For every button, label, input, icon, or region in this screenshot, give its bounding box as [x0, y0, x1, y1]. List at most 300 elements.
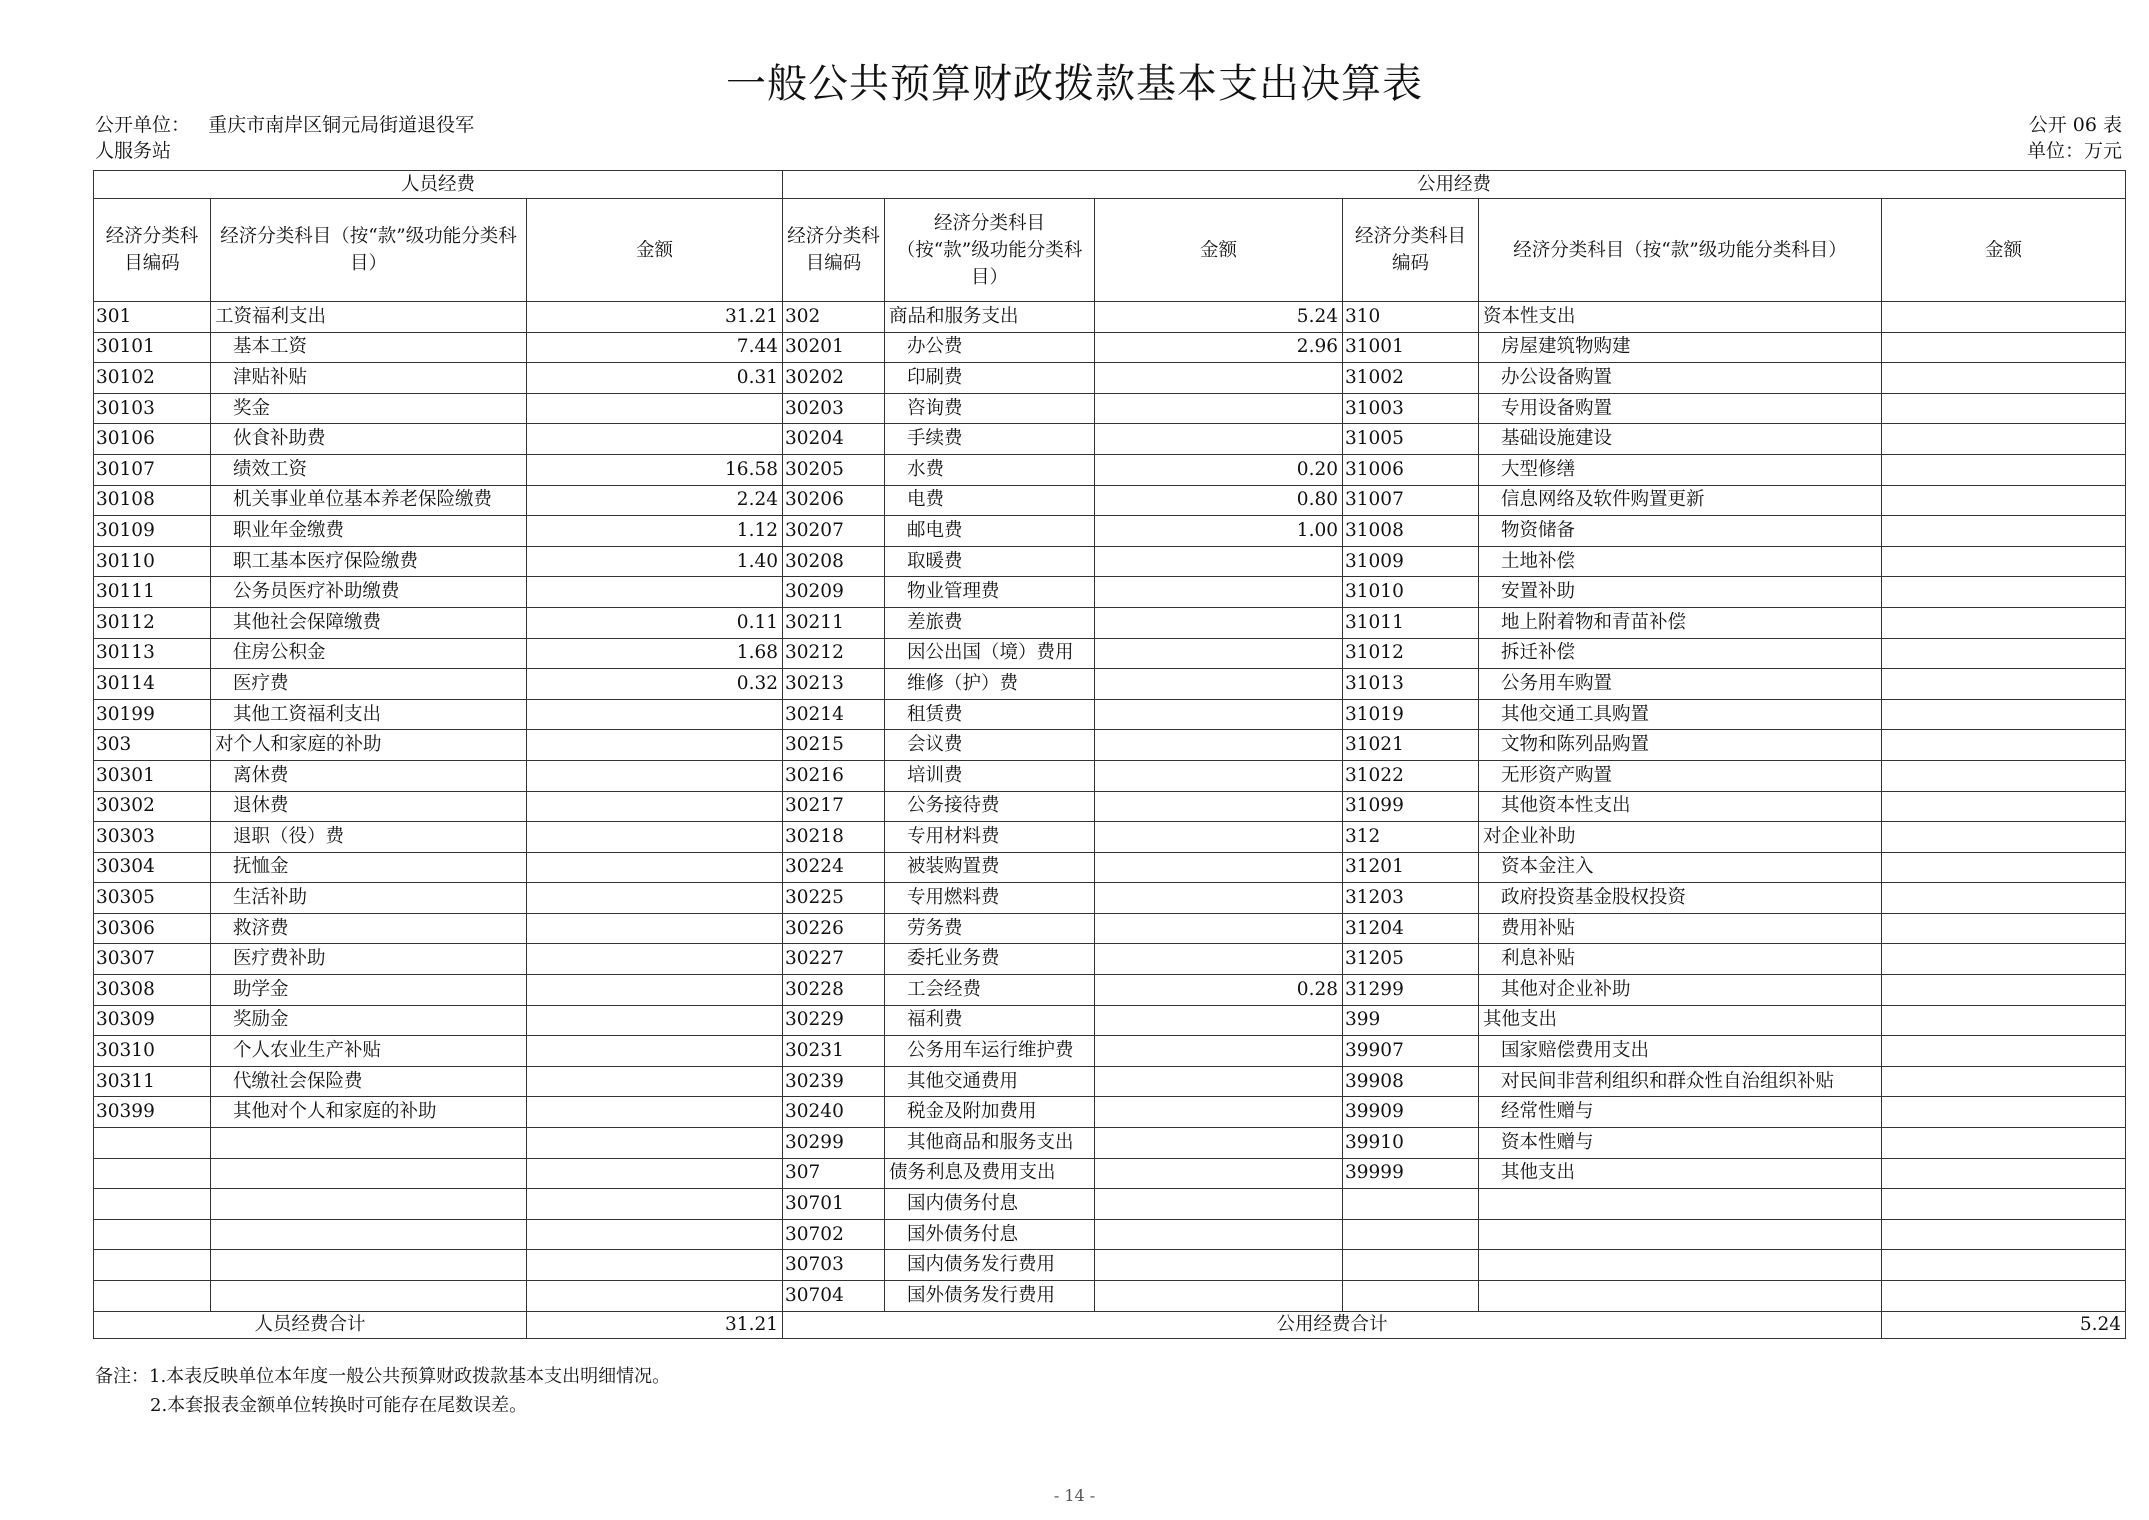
item-name-cell: 因公出国（境）费用	[885, 638, 1095, 669]
item-name-cell: 对民间非营利组织和群众性自治组织补贴	[1479, 1066, 1882, 1097]
amount-cell	[527, 791, 783, 822]
public-group-header: 公用经费	[783, 171, 2126, 199]
economic-code-cell: 30215	[783, 730, 885, 761]
economic-code-cell: 310	[1343, 302, 1479, 333]
amount-cell	[1882, 393, 2126, 424]
economic-code-cell: 30704	[783, 1281, 885, 1312]
table-row	[94, 1005, 2126, 1036]
item-name-cell: 土地补偿	[1479, 546, 1882, 577]
economic-code-cell: 30305	[94, 883, 211, 914]
code-header: 经济分类科目编码	[783, 199, 885, 302]
item-name-cell: 取暖费	[885, 546, 1095, 577]
economic-code-cell: 30113	[94, 638, 211, 669]
amount-cell	[1095, 791, 1343, 822]
economic-code-cell	[1343, 1250, 1479, 1281]
unit-name: 重庆市南岸区铜元局街道退役军	[208, 114, 475, 136]
item-name-cell: 其他交通费用	[885, 1066, 1095, 1097]
form-info	[2027, 112, 2122, 164]
economic-code-cell: 30399	[94, 1097, 211, 1128]
amount-cell: 0.32	[527, 669, 783, 700]
item-name-cell: 利息补贴	[1479, 944, 1882, 975]
item-name-cell: 物资储备	[1479, 516, 1882, 547]
item-name-cell: 政府投资基金股权投资	[1479, 883, 1882, 914]
item-name-cell: 物业管理费	[885, 577, 1095, 608]
amount-cell	[1095, 760, 1343, 791]
item-name-cell: 商品和服务支出	[885, 302, 1095, 333]
amount-cell	[527, 1097, 783, 1128]
economic-code-cell: 30301	[94, 760, 211, 791]
amount-cell	[1882, 791, 2126, 822]
amount-cell	[1095, 1036, 1343, 1067]
amount-cell	[1095, 913, 1343, 944]
item-name-cell: 机关事业单位基本养老保险缴费	[211, 485, 527, 516]
table-row	[94, 393, 2126, 424]
item-name-cell: 差旅费	[885, 607, 1095, 638]
table-row	[94, 485, 2126, 516]
economic-code-cell: 31203	[1343, 883, 1479, 914]
amount-cell	[1095, 424, 1343, 455]
table-row	[94, 302, 2126, 333]
item-name-cell: 职工基本医疗保险缴费	[211, 546, 527, 577]
economic-code-cell: 30303	[94, 822, 211, 853]
amount-cell: 1.40	[527, 546, 783, 577]
table-row	[94, 577, 2126, 608]
item-name-cell	[211, 1128, 527, 1159]
economic-code-cell: 30703	[783, 1250, 885, 1281]
item-name-cell: 专用设备购置	[1479, 393, 1882, 424]
item-name-cell	[211, 1281, 527, 1312]
item-name-cell: 公务接待费	[885, 791, 1095, 822]
economic-code-cell: 30213	[783, 669, 885, 700]
economic-code-cell: 30304	[94, 852, 211, 883]
amount-cell: 0.80	[1095, 485, 1343, 516]
economic-code-cell: 30239	[783, 1066, 885, 1097]
table-row	[94, 699, 2126, 730]
item-name-cell	[211, 1158, 527, 1189]
item-name-cell: 维修（护）费	[885, 669, 1095, 700]
item-name-cell: 培训费	[885, 760, 1095, 791]
table-row	[94, 944, 2126, 975]
amount-cell: 1.12	[527, 516, 783, 547]
amount-cell: 7.44	[527, 332, 783, 363]
item-name-cell: 资本性支出	[1479, 302, 1882, 333]
economic-code-cell: 31019	[1343, 699, 1479, 730]
item-name-cell: 资本金注入	[1479, 852, 1882, 883]
amount-cell	[527, 1189, 783, 1220]
item-name-cell: 咨询费	[885, 393, 1095, 424]
personnel-total-label: 人员经费合计	[94, 1311, 527, 1338]
economic-code-cell: 39999	[1343, 1158, 1479, 1189]
item-name-cell: 办公设备购置	[1479, 363, 1882, 394]
economic-code-cell: 31099	[1343, 791, 1479, 822]
item-name-cell: 其他工资福利支出	[211, 699, 527, 730]
amount-cell: 5.24	[1095, 302, 1343, 333]
amount-header: 金额	[1095, 199, 1343, 302]
amount-cell	[527, 975, 783, 1006]
amount-cell: 0.28	[1095, 975, 1343, 1006]
item-name-cell: 被装购置费	[885, 852, 1095, 883]
item-name-cell: 手续费	[885, 424, 1095, 455]
amount-cell	[1882, 944, 2126, 975]
item-name-cell: 福利费	[885, 1005, 1095, 1036]
amount-cell	[527, 913, 783, 944]
economic-code-cell: 30203	[783, 393, 885, 424]
economic-code-cell: 30702	[783, 1219, 885, 1250]
item-name-cell: 退职（役）费	[211, 822, 527, 853]
amount-cell	[1882, 730, 2126, 761]
economic-code-cell: 39907	[1343, 1036, 1479, 1067]
economic-code-cell: 30302	[94, 791, 211, 822]
economic-code-cell: 30226	[783, 913, 885, 944]
amount-cell	[1882, 516, 2126, 547]
amount-cell	[1095, 699, 1343, 730]
economic-code-cell: 399	[1343, 1005, 1479, 1036]
item-name-cell: 绩效工资	[211, 454, 527, 485]
amount-cell	[1882, 913, 2126, 944]
economic-code-cell	[94, 1189, 211, 1220]
table-row	[94, 424, 2126, 455]
economic-code-cell: 30202	[783, 363, 885, 394]
table-row	[94, 607, 2126, 638]
page-number: - 14 -	[1053, 1486, 1096, 1505]
amount-cell	[527, 1036, 783, 1067]
table-row	[94, 1066, 2126, 1097]
economic-code-cell: 30204	[783, 424, 885, 455]
economic-code-cell: 301	[94, 302, 211, 333]
table-row	[94, 791, 2126, 822]
personnel-total-amount: 31.21	[527, 1311, 783, 1338]
item-name-cell: 其他支出	[1479, 1158, 1882, 1189]
amount-cell: 2.24	[527, 485, 783, 516]
economic-code-cell	[94, 1281, 211, 1312]
item-name-cell: 个人农业生产补贴	[211, 1036, 527, 1067]
item-name-cell: 公务用车购置	[1479, 669, 1882, 700]
amount-cell	[1095, 1128, 1343, 1159]
amount-cell	[527, 1158, 783, 1189]
item-name-cell: 经常性赠与	[1479, 1097, 1882, 1128]
economic-code-cell: 30103	[94, 393, 211, 424]
item-name-cell: 代缴社会保险费	[211, 1066, 527, 1097]
amount-cell	[1095, 852, 1343, 883]
amount-cell	[1095, 393, 1343, 424]
item-name-cell: 职业年金缴费	[211, 516, 527, 547]
economic-code-cell: 31021	[1343, 730, 1479, 761]
economic-code-cell	[1343, 1281, 1479, 1312]
amount-cell	[1882, 1250, 2126, 1281]
name-header: 经济分类科目（按“款”级功能分类科目）	[885, 199, 1095, 302]
amount-cell	[527, 760, 783, 791]
item-name-cell: 办公费	[885, 332, 1095, 363]
economic-code-cell: 31012	[1343, 638, 1479, 669]
item-name-cell	[1479, 1250, 1882, 1281]
amount-cell: 0.20	[1095, 454, 1343, 485]
economic-code-cell: 39908	[1343, 1066, 1479, 1097]
amount-cell	[527, 393, 783, 424]
economic-code-cell: 31201	[1343, 852, 1479, 883]
table-row	[94, 975, 2126, 1006]
amount-cell: 2.96	[1095, 332, 1343, 363]
amount-cell	[1882, 975, 2126, 1006]
amount-cell	[1882, 1219, 2126, 1250]
table-row	[94, 669, 2126, 700]
amount-cell	[527, 944, 783, 975]
item-name-cell: 文物和陈列品购置	[1479, 730, 1882, 761]
item-name-cell	[1479, 1281, 1882, 1312]
economic-code-cell: 302	[783, 302, 885, 333]
economic-code-cell: 30108	[94, 485, 211, 516]
form-number: 公开 06 表	[2028, 114, 2122, 136]
amount-cell	[527, 1250, 783, 1281]
amount-cell	[527, 822, 783, 853]
item-name-cell: 公务员医疗补助缴费	[211, 577, 527, 608]
item-name-cell: 水费	[885, 454, 1095, 485]
amount-cell	[527, 1219, 783, 1250]
item-name-cell: 大型修缮	[1479, 454, 1882, 485]
amount-cell	[1882, 302, 2126, 333]
economic-code-cell: 39909	[1343, 1097, 1479, 1128]
item-name-cell: 信息网络及软件购置更新	[1479, 485, 1882, 516]
item-name-cell: 专用材料费	[885, 822, 1095, 853]
amount-cell	[527, 852, 783, 883]
item-name-cell: 伙食补助费	[211, 424, 527, 455]
name-header: 经济分类科目（按“款”级功能分类科目）	[1479, 199, 1882, 302]
amount-cell	[1882, 883, 2126, 914]
amount-cell	[1882, 485, 2126, 516]
personnel-group-header: 人员经费	[94, 171, 783, 199]
unit-name-continued: 人服务站	[95, 140, 172, 162]
table-row	[94, 1097, 2126, 1128]
item-name-cell: 安置补助	[1479, 577, 1882, 608]
item-name-cell: 税金及附加费用	[885, 1097, 1095, 1128]
economic-code-cell: 31001	[1343, 332, 1479, 363]
item-name-cell	[211, 1250, 527, 1281]
item-name-cell: 其他支出	[1479, 1005, 1882, 1036]
amount-cell	[527, 883, 783, 914]
amount-header: 金额	[1882, 199, 2126, 302]
amount-cell	[1095, 1281, 1343, 1312]
economic-code-cell: 31002	[1343, 363, 1479, 394]
economic-code-cell: 30109	[94, 516, 211, 547]
amount-cell	[527, 1005, 783, 1036]
amount-cell	[1882, 363, 2126, 394]
item-name-cell: 资本性赠与	[1479, 1128, 1882, 1159]
amount-cell	[1882, 454, 2126, 485]
economic-code-cell: 30201	[783, 332, 885, 363]
table-row	[94, 454, 2126, 485]
economic-code-cell: 30217	[783, 791, 885, 822]
item-name-cell: 委托业务费	[885, 944, 1095, 975]
economic-code-cell: 31007	[1343, 485, 1479, 516]
amount-cell	[527, 1281, 783, 1312]
economic-code-cell	[1343, 1219, 1479, 1250]
amount-cell	[1882, 669, 2126, 700]
amount-cell	[1095, 1066, 1343, 1097]
amount-cell	[527, 699, 783, 730]
item-name-cell: 劳务费	[885, 913, 1095, 944]
amount-cell	[1882, 332, 2126, 363]
table-row	[94, 1281, 2126, 1312]
economic-code-cell	[94, 1128, 211, 1159]
table-row	[94, 1036, 2126, 1067]
item-name-cell: 会议费	[885, 730, 1095, 761]
economic-code-cell: 30214	[783, 699, 885, 730]
item-name-cell: 国内债务发行费用	[885, 1250, 1095, 1281]
economic-code-cell: 30208	[783, 546, 885, 577]
table-row	[94, 638, 2126, 669]
item-name-cell: 医疗费	[211, 669, 527, 700]
amount-cell: 1.00	[1095, 516, 1343, 547]
economic-code-cell: 31003	[1343, 393, 1479, 424]
amount-cell	[1095, 363, 1343, 394]
economic-code-cell: 30110	[94, 546, 211, 577]
amount-cell: 31.21	[527, 302, 783, 333]
item-name-cell	[1479, 1189, 1882, 1220]
economic-code-cell: 30114	[94, 669, 211, 700]
economic-code-cell: 30111	[94, 577, 211, 608]
economic-code-cell: 31204	[1343, 913, 1479, 944]
name-header: 经济分类科目（按“款”级功能分类科目）	[211, 199, 527, 302]
economic-code-cell: 30101	[94, 332, 211, 363]
amount-cell: 16.58	[527, 454, 783, 485]
item-name-cell: 工会经费	[885, 975, 1095, 1006]
item-name-cell: 工资福利支出	[211, 302, 527, 333]
amount-cell	[1095, 883, 1343, 914]
economic-code-cell: 30299	[783, 1128, 885, 1159]
item-name-cell: 专用燃料费	[885, 883, 1095, 914]
table-row	[94, 546, 2126, 577]
economic-code-cell: 30701	[783, 1189, 885, 1220]
amount-cell: 1.68	[527, 638, 783, 669]
table-row	[94, 1250, 2126, 1281]
reporting-unit	[95, 112, 474, 164]
amount-cell	[1095, 822, 1343, 853]
amount-cell	[527, 730, 783, 761]
amount-cell	[1882, 1189, 2126, 1220]
code-header: 经济分类科目编码	[94, 199, 211, 302]
economic-code-cell: 31011	[1343, 607, 1479, 638]
amount-cell	[1882, 424, 2126, 455]
economic-code-cell: 30211	[783, 607, 885, 638]
table-row	[94, 852, 2126, 883]
item-name-cell: 无形资产购置	[1479, 760, 1882, 791]
economic-code-cell	[94, 1219, 211, 1250]
economic-code-cell	[94, 1158, 211, 1189]
amount-cell	[1882, 1281, 2126, 1312]
economic-code-cell: 30309	[94, 1005, 211, 1036]
page-title: 一般公共预算财政拨款基本支出决算表	[726, 61, 1423, 107]
amount-cell	[1882, 546, 2126, 577]
economic-code-cell: 30225	[783, 883, 885, 914]
economic-code-cell: 31006	[1343, 454, 1479, 485]
amount-cell	[1095, 577, 1343, 608]
amount-cell	[1882, 760, 2126, 791]
note-line-2: 2.本套报表金额单位转换时可能存在尾数误差。	[150, 1395, 528, 1416]
item-name-cell: 救济费	[211, 913, 527, 944]
amount-cell: 0.11	[527, 607, 783, 638]
economic-code-cell: 30224	[783, 852, 885, 883]
item-name-cell	[211, 1219, 527, 1250]
amount-cell	[1095, 638, 1343, 669]
economic-code-cell: 30307	[94, 944, 211, 975]
economic-code-cell: 30216	[783, 760, 885, 791]
table-row	[94, 516, 2126, 547]
economic-code-cell: 31010	[1343, 577, 1479, 608]
amount-cell	[1882, 852, 2126, 883]
amount-cell	[1882, 1066, 2126, 1097]
amount-header: 金额	[527, 199, 783, 302]
economic-code-cell: 31009	[1343, 546, 1479, 577]
amount-cell	[1882, 638, 2126, 669]
table-row	[94, 1189, 2126, 1220]
amount-cell	[1095, 1158, 1343, 1189]
item-name-cell: 电费	[885, 485, 1095, 516]
economic-code-cell: 31008	[1343, 516, 1479, 547]
economic-code-cell: 31022	[1343, 760, 1479, 791]
item-name-cell: 其他对个人和家庭的补助	[211, 1097, 527, 1128]
amount-cell	[1882, 607, 2126, 638]
unit-label: 公开单位：	[95, 114, 191, 136]
amount-cell	[1882, 577, 2126, 608]
economic-code-cell: 30199	[94, 699, 211, 730]
item-name-cell: 生活补助	[211, 883, 527, 914]
economic-code-cell: 30205	[783, 454, 885, 485]
economic-code-cell: 312	[1343, 822, 1479, 853]
economic-code-cell: 307	[783, 1158, 885, 1189]
item-name-cell: 其他交通工具购置	[1479, 699, 1882, 730]
economic-code-cell: 30207	[783, 516, 885, 547]
item-name-cell: 拆迁补偿	[1479, 638, 1882, 669]
table-row	[94, 913, 2126, 944]
item-name-cell: 退休费	[211, 791, 527, 822]
economic-code-cell: 30106	[94, 424, 211, 455]
amount-cell	[1095, 1097, 1343, 1128]
item-name-cell: 基本工资	[211, 332, 527, 363]
economic-code-cell: 31013	[1343, 669, 1479, 700]
amount-cell	[527, 424, 783, 455]
table-row	[94, 332, 2126, 363]
amount-cell	[527, 577, 783, 608]
item-name-cell: 地上附着物和青苗补偿	[1479, 607, 1882, 638]
item-name-cell: 其他对企业补助	[1479, 975, 1882, 1006]
item-name-cell: 津贴补贴	[211, 363, 527, 394]
item-name-cell: 其他资本性支出	[1479, 791, 1882, 822]
economic-code-cell: 30112	[94, 607, 211, 638]
item-name-cell: 对企业补助	[1479, 822, 1882, 853]
amount-cell	[1095, 1219, 1343, 1250]
table-row	[94, 883, 2126, 914]
amount-cell	[1882, 1005, 2126, 1036]
economic-code-cell: 30308	[94, 975, 211, 1006]
item-name-cell: 抚恤金	[211, 852, 527, 883]
economic-code-cell	[94, 1250, 211, 1281]
economic-code-cell: 30229	[783, 1005, 885, 1036]
amount-cell	[1095, 669, 1343, 700]
item-name-cell: 对个人和家庭的补助	[211, 730, 527, 761]
economic-code-cell: 30311	[94, 1066, 211, 1097]
amount-cell	[1882, 1158, 2126, 1189]
item-name-cell: 印刷费	[885, 363, 1095, 394]
economic-code-cell: 30107	[94, 454, 211, 485]
amount-cell: 0.31	[527, 363, 783, 394]
economic-code-cell	[1343, 1189, 1479, 1220]
economic-code-cell: 30231	[783, 1036, 885, 1067]
item-name-cell: 国外债务付息	[885, 1219, 1095, 1250]
economic-code-cell: 30206	[783, 485, 885, 516]
item-name-cell: 公务用车运行维护费	[885, 1036, 1095, 1067]
currency-unit: 单位：万元	[2026, 140, 2122, 162]
table-row	[94, 1158, 2126, 1189]
amount-cell	[1882, 1128, 2126, 1159]
